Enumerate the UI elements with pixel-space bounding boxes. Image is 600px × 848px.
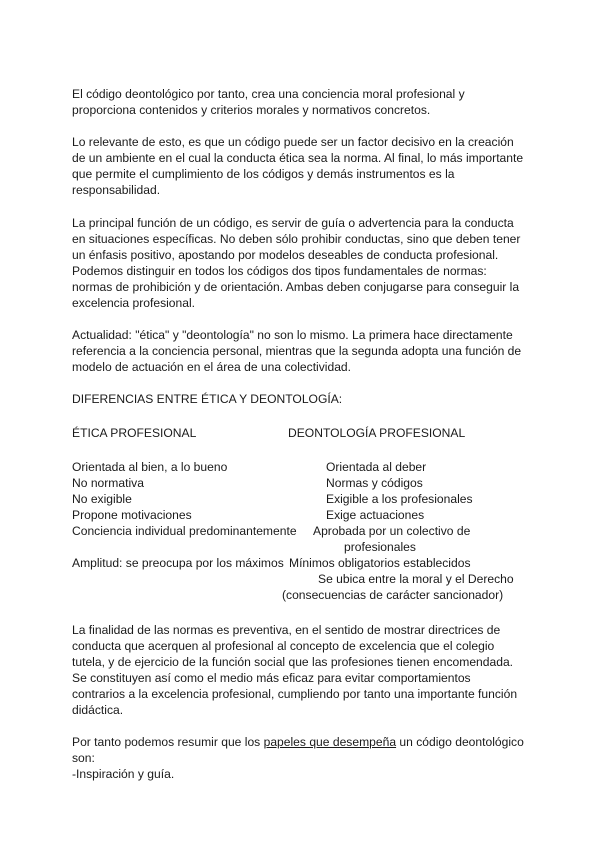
text-line: [72, 734, 542, 750]
paragraph-2: [72, 134, 542, 198]
paragraph-3: [72, 215, 542, 312]
text-line: son:: [72, 751, 95, 766]
text-line: El código deontológico por tanto, crea una conciencia moral profesional y: [72, 87, 465, 101]
table-cell-right: Orientada al deber: [326, 459, 427, 474]
comparison-column-headers: [72, 425, 542, 441]
text-line: de un ambiente en el cual la conducta ética sea la norma. Al final, lo más importante: [72, 151, 524, 166]
table-cell-right: Se ubica entre la moral y el Derecho: [318, 571, 514, 586]
text-line: Lo relevante de esto, es que un código puede ser un factor decisivo en la creación: [72, 135, 514, 150]
table-cell-left: No exigible: [72, 491, 132, 506]
table-cell-left: Amplitud: se preocupa por los máximos: [72, 555, 284, 570]
text-line: en situaciones específicas. No deben sólo prohibir conductas, sino que deben tener: [72, 231, 521, 246]
table-cell-right: Mínimos obligatorios establecidos: [289, 555, 471, 570]
text-line: que permite el cumplimiento de los códigos y demás instrumentos es la: [72, 167, 455, 182]
text-line: La finalidad de las normas es preventiva, en el sentido de mostrar directrices de: [72, 622, 501, 637]
text-line: proporciona contenidos y criterios morales y normativos concretos.: [72, 103, 431, 118]
document-page: [72, 86, 542, 798]
text-line: normas de prohibición y de orientación. Ambas deben conjugarse para conseguir la: [72, 279, 520, 294]
column-header-etica: ÉTICA PROFESIONAL: [72, 425, 197, 440]
table-cell-right: Normas y códigos: [326, 475, 423, 490]
paragraph-1: [72, 86, 542, 118]
table-cell-right: Exigible a los profesionales: [326, 491, 473, 506]
text-line: Se constituyen así como el medio más eficaz para evitar comportamientos: [72, 670, 471, 685]
column-header-deontologia: DEONTOLOGÍA PROFESIONAL: [288, 425, 466, 440]
table-cell-left: Propone motivaciones: [72, 507, 192, 522]
text-line: modelo de actuación en el área de una colectividad.: [72, 360, 352, 375]
section-heading: DIFERENCIAS ENTRE ÉTICA Y DEONTOLOGÍA:: [72, 392, 343, 407]
table-cell-left: No normativa: [72, 475, 144, 490]
text-line: responsabilidad.: [72, 183, 161, 198]
text-line: conducta que acerquen al profesional al concepto de excelencia que el colegio: [72, 638, 495, 653]
paragraph-summary: [72, 734, 542, 782]
underlined-phrase: papeles que desempeña: [263, 735, 397, 750]
text-line: un énfasis positivo, apostando por modelos deseables de conducta profesional.: [72, 247, 499, 262]
table-cell-left: Conciencia individual predominantemente: [72, 523, 297, 538]
text-line: contrarios a la excelencia profesional, cumpliendo por tanto una importante función: [72, 686, 518, 701]
text-line: La principal función de un código, es servir de guía o advertencia para la conducta: [72, 215, 514, 230]
comparison-table: [72, 459, 542, 604]
table-cell-right: Aprobada por un colectivo de: [313, 523, 471, 538]
summary-text-before: Por tanto podemos resumir que los: [72, 735, 264, 750]
table-cell-left: Orientada al bien, a lo bueno: [72, 459, 228, 474]
text-line: didáctica.: [72, 702, 124, 717]
text-line: tutela, y de ejercicio de la función social que las profesiones tienen encomendada.: [72, 654, 514, 669]
text-line: Podemos distinguir en todos los códigos dos tipos fundamentales de normas:: [72, 263, 487, 278]
table-cell-right: profesionales: [344, 539, 416, 554]
text-line: excelencia profesional.: [72, 296, 196, 311]
table-cell-right: (consecuencias de carácter sancionador): [282, 587, 504, 602]
list-item: -Inspiración y guía.: [72, 767, 175, 782]
paragraph-closing: [72, 622, 542, 719]
table-cell-right: Exige actuaciones: [326, 507, 425, 522]
paragraph-4: [72, 327, 542, 375]
summary-text-after: un código deontológico: [396, 735, 524, 750]
text-line: referencia a la conciencia personal, mientras que la segunda adopta una función de: [72, 344, 522, 359]
text-line: Actualidad: "ética" y "deontología" no son lo mismo. La primera hace directamente: [72, 328, 513, 343]
